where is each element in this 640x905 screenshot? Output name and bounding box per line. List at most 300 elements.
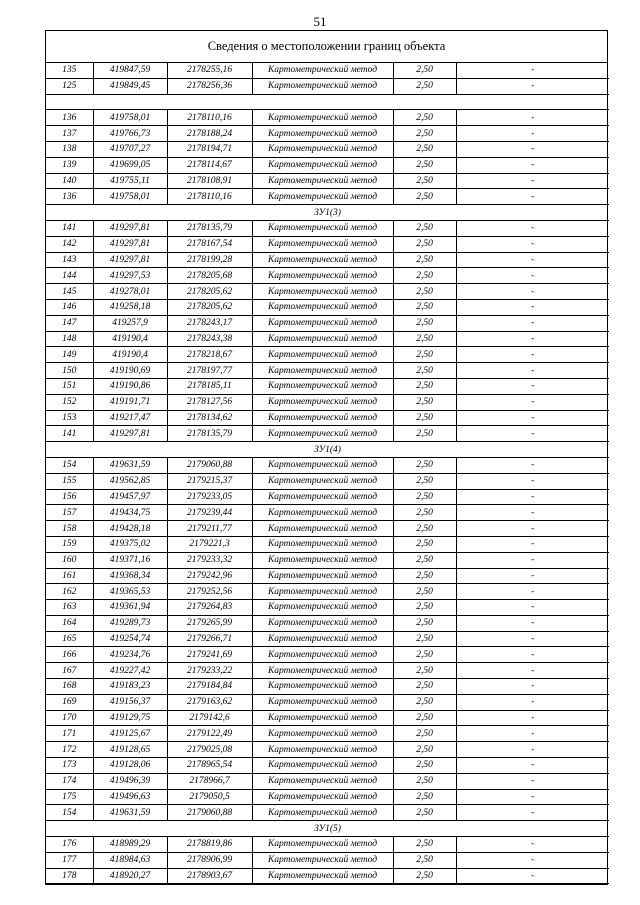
table-row [46, 189, 609, 205]
description-cell: - [456, 805, 609, 821]
table-row [46, 663, 609, 679]
y-coordinate-cell: 2179142,6 [167, 710, 252, 726]
accuracy-cell: 2,50 [393, 378, 456, 394]
table-row [46, 868, 609, 884]
y-coordinate-cell: 2178194,71 [167, 141, 252, 157]
blank-cell [46, 94, 609, 110]
table-row [46, 252, 609, 268]
y-coordinate-cell: 2179025,08 [167, 742, 252, 758]
method-cell: Картометрический метод [252, 347, 393, 363]
method-cell: Картометрический метод [252, 315, 393, 331]
y-coordinate-cell: 2179242,96 [167, 568, 252, 584]
method-cell: Картометрический метод [252, 710, 393, 726]
method-cell: Картометрический метод [252, 173, 393, 189]
accuracy-cell: 2,50 [393, 568, 456, 584]
method-cell: Картометрический метод [252, 489, 393, 505]
point-number-cell: 171 [46, 726, 93, 742]
point-number-cell: 159 [46, 536, 93, 552]
point-number-cell: 168 [46, 679, 93, 695]
description-cell: - [456, 568, 609, 584]
x-coordinate-cell: 419375,02 [93, 536, 167, 552]
x-coordinate-cell: 419297,81 [93, 236, 167, 252]
x-coordinate-cell: 418984,63 [93, 852, 167, 868]
description-cell: - [456, 758, 609, 774]
y-coordinate-cell: 2178167,54 [167, 236, 252, 252]
method-cell: Картометрический метод [252, 663, 393, 679]
table-row [46, 536, 609, 552]
y-coordinate-cell: 2179239,44 [167, 505, 252, 521]
x-coordinate-cell: 419368,34 [93, 568, 167, 584]
point-number-cell: 156 [46, 489, 93, 505]
y-coordinate-cell: 2179266,71 [167, 631, 252, 647]
y-coordinate-cell: 2179184,84 [167, 679, 252, 695]
accuracy-cell: 2,50 [393, 647, 456, 663]
method-cell: Картометрический метод [252, 78, 393, 94]
table-row [46, 78, 609, 94]
method-cell: Картометрический метод [252, 331, 393, 347]
description-cell: - [456, 141, 609, 157]
y-coordinate-cell: 2179241,69 [167, 647, 252, 663]
point-number-cell: 153 [46, 410, 93, 426]
accuracy-cell: 2,50 [393, 220, 456, 236]
method-cell: Картометрический метод [252, 378, 393, 394]
accuracy-cell: 2,50 [393, 110, 456, 126]
method-cell: Картометрический метод [252, 600, 393, 616]
point-number-cell: 163 [46, 600, 93, 616]
table-row [46, 220, 609, 236]
x-coordinate-cell: 419190,4 [93, 347, 167, 363]
accuracy-cell: 2,50 [393, 236, 456, 252]
x-coordinate-cell: 419190,86 [93, 378, 167, 394]
accuracy-cell: 2,50 [393, 837, 456, 853]
table-row [46, 457, 609, 473]
accuracy-cell: 2,50 [393, 631, 456, 647]
accuracy-cell: 2,50 [393, 552, 456, 568]
table-row [46, 141, 609, 157]
point-number-cell: 154 [46, 805, 93, 821]
method-cell: Картометрический метод [252, 157, 393, 173]
description-cell: - [456, 126, 609, 142]
accuracy-cell: 2,50 [393, 299, 456, 315]
table-row [46, 631, 609, 647]
y-coordinate-cell: 2178127,56 [167, 394, 252, 410]
method-cell: Картометрический метод [252, 521, 393, 537]
x-coordinate-cell: 418920,27 [93, 868, 167, 884]
accuracy-cell: 2,50 [393, 126, 456, 142]
accuracy-cell: 2,50 [393, 789, 456, 805]
x-coordinate-cell: 418989,29 [93, 837, 167, 853]
x-coordinate-cell: 419191,71 [93, 394, 167, 410]
description-cell: - [456, 742, 609, 758]
method-cell: Картометрический метод [252, 758, 393, 774]
point-number-cell: 161 [46, 568, 93, 584]
y-coordinate-cell: 2179060,88 [167, 805, 252, 821]
description-cell: - [456, 457, 609, 473]
x-coordinate-cell: 419254,74 [93, 631, 167, 647]
description-cell: - [456, 315, 609, 331]
x-coordinate-cell: 419156,37 [93, 694, 167, 710]
description-cell: - [456, 868, 609, 884]
point-number-cell: 141 [46, 220, 93, 236]
table-row [46, 331, 609, 347]
point-number-cell: 164 [46, 615, 93, 631]
y-coordinate-cell: 2179233,32 [167, 552, 252, 568]
y-coordinate-cell: 2179060,88 [167, 457, 252, 473]
x-coordinate-cell: 419457,97 [93, 489, 167, 505]
description-cell: - [456, 852, 609, 868]
table-row [46, 63, 609, 78]
description-cell: - [456, 615, 609, 631]
point-number-cell: 167 [46, 663, 93, 679]
x-coordinate-cell: 419766,73 [93, 126, 167, 142]
description-cell: - [456, 600, 609, 616]
method-cell: Картометрический метод [252, 126, 393, 142]
table-row [46, 378, 609, 394]
x-coordinate-cell: 419190,4 [93, 331, 167, 347]
point-number-cell: 143 [46, 252, 93, 268]
table-row [46, 837, 609, 853]
x-coordinate-cell: 419631,59 [93, 805, 167, 821]
accuracy-cell: 2,50 [393, 63, 456, 78]
method-cell: Картометрический метод [252, 726, 393, 742]
y-coordinate-cell: 2178134,62 [167, 410, 252, 426]
point-number-cell: 125 [46, 78, 93, 94]
description-cell: - [456, 679, 609, 695]
description-cell: - [456, 694, 609, 710]
method-cell: Картометрический метод [252, 457, 393, 473]
method-cell: Картометрический метод [252, 694, 393, 710]
y-coordinate-cell: 2179252,56 [167, 584, 252, 600]
method-cell: Картометрический метод [252, 679, 393, 695]
point-number-cell: 165 [46, 631, 93, 647]
table-row [46, 347, 609, 363]
accuracy-cell: 2,50 [393, 141, 456, 157]
y-coordinate-cell: 2178906,99 [167, 852, 252, 868]
point-number-cell: 139 [46, 157, 93, 173]
description-cell: - [456, 363, 609, 379]
y-coordinate-cell: 2178243,17 [167, 315, 252, 331]
y-coordinate-cell: 2179233,22 [167, 663, 252, 679]
description-cell: - [456, 299, 609, 315]
y-coordinate-cell: 2178114,67 [167, 157, 252, 173]
accuracy-cell: 2,50 [393, 805, 456, 821]
accuracy-cell: 2,50 [393, 268, 456, 284]
method-cell: Картометрический метод [252, 63, 393, 78]
method-cell: Картометрический метод [252, 394, 393, 410]
point-number-cell: 177 [46, 852, 93, 868]
y-coordinate-cell: 2178197,77 [167, 363, 252, 379]
point-number-cell: 137 [46, 126, 93, 142]
coordinates-table [46, 63, 609, 884]
description-cell: - [456, 284, 609, 300]
description-cell: - [456, 236, 609, 252]
table-row [46, 789, 609, 805]
y-coordinate-cell: 2179050,5 [167, 789, 252, 805]
x-coordinate-cell: 419258,18 [93, 299, 167, 315]
description-cell: - [456, 189, 609, 205]
accuracy-cell: 2,50 [393, 663, 456, 679]
y-coordinate-cell: 2178205,68 [167, 268, 252, 284]
accuracy-cell: 2,50 [393, 600, 456, 616]
section-label: ЗУ1(4) [46, 442, 609, 458]
method-cell: Картометрический метод [252, 773, 393, 789]
method-cell: Картометрический метод [252, 363, 393, 379]
x-coordinate-cell: 419234,76 [93, 647, 167, 663]
y-coordinate-cell: 2178185,11 [167, 378, 252, 394]
accuracy-cell: 2,50 [393, 679, 456, 695]
y-coordinate-cell: 2179163,62 [167, 694, 252, 710]
x-coordinate-cell: 419257,9 [93, 315, 167, 331]
point-number-cell: 147 [46, 315, 93, 331]
description-cell: - [456, 173, 609, 189]
table-row [46, 758, 609, 774]
table-row [46, 489, 609, 505]
accuracy-cell: 2,50 [393, 173, 456, 189]
method-cell: Картометрический метод [252, 505, 393, 521]
section-header-row [46, 205, 609, 221]
point-number-cell: 173 [46, 758, 93, 774]
method-cell: Картометрический метод [252, 552, 393, 568]
y-coordinate-cell: 2179264,83 [167, 600, 252, 616]
accuracy-cell: 2,50 [393, 505, 456, 521]
point-number-cell: 172 [46, 742, 93, 758]
accuracy-cell: 2,50 [393, 852, 456, 868]
point-number-cell: 140 [46, 173, 93, 189]
description-cell: - [456, 410, 609, 426]
table-row [46, 315, 609, 331]
table-row [46, 805, 609, 821]
point-number-cell: 157 [46, 505, 93, 521]
x-coordinate-cell: 419847,59 [93, 63, 167, 78]
y-coordinate-cell: 2179265,99 [167, 615, 252, 631]
method-cell: Картометрический метод [252, 837, 393, 853]
table-row [46, 268, 609, 284]
x-coordinate-cell: 419631,59 [93, 457, 167, 473]
description-cell: - [456, 347, 609, 363]
method-cell: Картометрический метод [252, 426, 393, 442]
accuracy-cell: 2,50 [393, 726, 456, 742]
x-coordinate-cell: 419428,18 [93, 521, 167, 537]
table-row [46, 110, 609, 126]
x-coordinate-cell: 419699,05 [93, 157, 167, 173]
accuracy-cell: 2,50 [393, 457, 456, 473]
description-cell: - [456, 584, 609, 600]
x-coordinate-cell: 419297,81 [93, 426, 167, 442]
x-coordinate-cell: 419278,01 [93, 284, 167, 300]
method-cell: Картометрический метод [252, 631, 393, 647]
description-cell: - [456, 331, 609, 347]
accuracy-cell: 2,50 [393, 694, 456, 710]
method-cell: Картометрический метод [252, 568, 393, 584]
y-coordinate-cell: 2178218,67 [167, 347, 252, 363]
accuracy-cell: 2,50 [393, 78, 456, 94]
description-cell: - [456, 663, 609, 679]
table-row [46, 568, 609, 584]
x-coordinate-cell: 419183,23 [93, 679, 167, 695]
table-row [46, 394, 609, 410]
accuracy-cell: 2,50 [393, 394, 456, 410]
table-row [46, 773, 609, 789]
table-row [46, 615, 609, 631]
method-cell: Картометрический метод [252, 284, 393, 300]
y-coordinate-cell: 2178205,62 [167, 284, 252, 300]
y-coordinate-cell: 2179211,77 [167, 521, 252, 537]
description-cell: - [456, 78, 609, 94]
x-coordinate-cell: 419434,75 [93, 505, 167, 521]
table-row [46, 600, 609, 616]
point-number-cell: 178 [46, 868, 93, 884]
x-coordinate-cell: 419849,45 [93, 78, 167, 94]
accuracy-cell: 2,50 [393, 773, 456, 789]
description-cell: - [456, 378, 609, 394]
document-frame [45, 30, 608, 885]
table-row [46, 284, 609, 300]
x-coordinate-cell: 419128,65 [93, 742, 167, 758]
x-coordinate-cell: 419758,01 [93, 110, 167, 126]
description-cell: - [456, 110, 609, 126]
table-row [46, 299, 609, 315]
y-coordinate-cell: 2179215,37 [167, 473, 252, 489]
point-number-cell: 152 [46, 394, 93, 410]
point-number-cell: 155 [46, 473, 93, 489]
accuracy-cell: 2,50 [393, 536, 456, 552]
x-coordinate-cell: 419562,85 [93, 473, 167, 489]
y-coordinate-cell: 2178903,67 [167, 868, 252, 884]
table-row [46, 552, 609, 568]
method-cell: Картометрический метод [252, 189, 393, 205]
y-coordinate-cell: 2178110,16 [167, 189, 252, 205]
description-cell: - [456, 473, 609, 489]
accuracy-cell: 2,50 [393, 489, 456, 505]
table-row [46, 694, 609, 710]
method-cell: Картометрический метод [252, 536, 393, 552]
accuracy-cell: 2,50 [393, 710, 456, 726]
method-cell: Картометрический метод [252, 252, 393, 268]
point-number-cell: 175 [46, 789, 93, 805]
x-coordinate-cell: 419128,06 [93, 758, 167, 774]
method-cell: Картометрический метод [252, 805, 393, 821]
method-cell: Картометрический метод [252, 410, 393, 426]
accuracy-cell: 2,50 [393, 758, 456, 774]
x-coordinate-cell: 419217,47 [93, 410, 167, 426]
description-cell: - [456, 631, 609, 647]
table-row [46, 410, 609, 426]
accuracy-cell: 2,50 [393, 252, 456, 268]
accuracy-cell: 2,50 [393, 363, 456, 379]
y-coordinate-cell: 2178965,54 [167, 758, 252, 774]
point-number-cell: 154 [46, 457, 93, 473]
accuracy-cell: 2,50 [393, 347, 456, 363]
y-coordinate-cell: 2178966,7 [167, 773, 252, 789]
method-cell: Картометрический метод [252, 868, 393, 884]
method-cell: Картометрический метод [252, 473, 393, 489]
point-number-cell: 149 [46, 347, 93, 363]
point-number-cell: 176 [46, 837, 93, 853]
accuracy-cell: 2,50 [393, 284, 456, 300]
accuracy-cell: 2,50 [393, 189, 456, 205]
table-row [46, 679, 609, 695]
y-coordinate-cell: 2178108,91 [167, 173, 252, 189]
table-row [46, 584, 609, 600]
description-cell: - [456, 157, 609, 173]
method-cell: Картометрический метод [252, 236, 393, 252]
y-coordinate-cell: 2178199,28 [167, 252, 252, 268]
table-row [46, 126, 609, 142]
x-coordinate-cell: 419297,81 [93, 252, 167, 268]
method-cell: Картометрический метод [252, 647, 393, 663]
section-header-row [46, 821, 609, 837]
table-row [46, 710, 609, 726]
point-number-cell: 169 [46, 694, 93, 710]
accuracy-cell: 2,50 [393, 521, 456, 537]
y-coordinate-cell: 2178256,36 [167, 78, 252, 94]
x-coordinate-cell: 419297,81 [93, 220, 167, 236]
y-coordinate-cell: 2178110,16 [167, 110, 252, 126]
x-coordinate-cell: 419496,63 [93, 789, 167, 805]
x-coordinate-cell: 419190,69 [93, 363, 167, 379]
point-number-cell: 160 [46, 552, 93, 568]
table-row [46, 647, 609, 663]
method-cell: Картометрический метод [252, 110, 393, 126]
x-coordinate-cell: 419707,27 [93, 141, 167, 157]
table-row [46, 521, 609, 537]
point-number-cell: 144 [46, 268, 93, 284]
accuracy-cell: 2,50 [393, 331, 456, 347]
y-coordinate-cell: 2179233,05 [167, 489, 252, 505]
x-coordinate-cell: 419496,39 [93, 773, 167, 789]
y-coordinate-cell: 2178135,79 [167, 426, 252, 442]
accuracy-cell: 2,50 [393, 615, 456, 631]
method-cell: Картометрический метод [252, 584, 393, 600]
method-cell: Картометрический метод [252, 268, 393, 284]
description-cell: - [456, 394, 609, 410]
method-cell: Картометрический метод [252, 299, 393, 315]
point-number-cell: 145 [46, 284, 93, 300]
description-cell: - [456, 489, 609, 505]
method-cell: Картометрический метод [252, 615, 393, 631]
y-coordinate-cell: 2178819,86 [167, 837, 252, 853]
table-title: Сведения о местоположении границ объекта [46, 31, 607, 63]
method-cell: Картометрический метод [252, 852, 393, 868]
x-coordinate-cell: 419365,53 [93, 584, 167, 600]
description-cell: - [456, 426, 609, 442]
table-row [46, 505, 609, 521]
point-number-cell: 148 [46, 331, 93, 347]
point-number-cell: 174 [46, 773, 93, 789]
y-coordinate-cell: 2178205,62 [167, 299, 252, 315]
accuracy-cell: 2,50 [393, 742, 456, 758]
x-coordinate-cell: 419755,11 [93, 173, 167, 189]
x-coordinate-cell: 419125,67 [93, 726, 167, 742]
description-cell: - [456, 63, 609, 78]
page-number: 51 [313, 14, 327, 29]
method-cell: Картометрический метод [252, 141, 393, 157]
point-number-cell: 135 [46, 63, 93, 78]
description-cell: - [456, 521, 609, 537]
description-cell: - [456, 536, 609, 552]
point-number-cell: 141 [46, 426, 93, 442]
point-number-cell: 151 [46, 378, 93, 394]
method-cell: Картометрический метод [252, 742, 393, 758]
x-coordinate-cell: 419289,73 [93, 615, 167, 631]
method-cell: Картометрический метод [252, 789, 393, 805]
coordinates-table-body [46, 63, 609, 884]
point-number-cell: 142 [46, 236, 93, 252]
accuracy-cell: 2,50 [393, 315, 456, 331]
method-cell: Картометрический метод [252, 220, 393, 236]
section-label: ЗУ1(5) [46, 821, 609, 837]
y-coordinate-cell: 2179221,3 [167, 536, 252, 552]
